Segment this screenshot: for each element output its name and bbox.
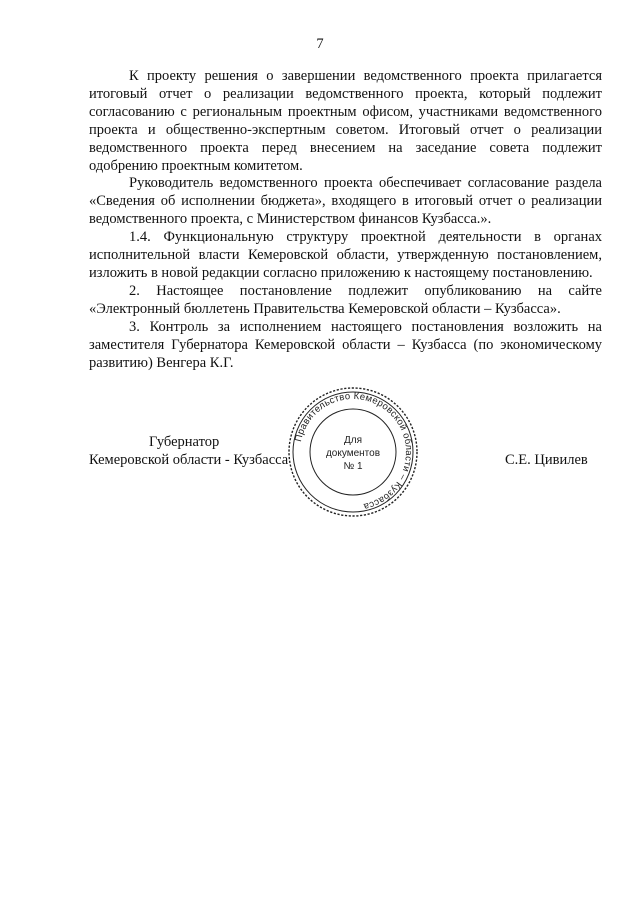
paragraph-final-report: К проекту решения о завершении ведомственного проекта прилагается итоговый отчет о реализации ведомственного проекта, который подлежит согласованию с региональным проектным офисом, участниками ведомственного проекта и общественно-экспертным советом. Итоговый отчет о реализации ведомственного проекта перед внесением на заседание совета подлежит одобрению проектным комитетом. (89, 68, 602, 174)
paragraph-budget-section: Руководитель ведомственного проекта обеспечивает согласование раздела «Сведения об исполнении бюджета», входящего в итоговый отчет о реализации ведомственного проекта, с Министерством финансов Кузбасса.». (89, 175, 602, 228)
stamp-ring-text: Правительство Кемеровской области – Кузбасса (293, 390, 415, 512)
signatory-region: Кемеровской области - Кузбасса (89, 452, 289, 468)
paragraph-publication: 2. Настоящее постановление подлежит опубликованию на сайте «Электронный бюллетень Правительства Кемеровской области – Кузбасса». (89, 282, 602, 317)
signatory-name: С.Е. Цивилев (505, 452, 588, 468)
stamp-line-3: № 1 (343, 461, 363, 472)
stamp-line-2: документов (325, 448, 381, 459)
document-body (89, 68, 602, 372)
signatory-title: Губернатор (149, 434, 220, 450)
page-number: 7 (316, 36, 324, 52)
paragraph-control: 3. Контроль за исполнением настоящего постановления возложить на заместителя Губернатора Кемеровской области – Кузбасса (по экономическому развитию) Венгера К.Г. (89, 318, 602, 371)
stamp-line-1: Для (343, 435, 363, 446)
paragraph-functional-structure: 1.4. Функциональную структуру проектной деятельности в органах исполнительной власти Кемеровской области, утвержденную постановлением, изложить в новой редакции согласно приложению к настоящему постановлению. (89, 229, 602, 281)
official-stamp (286, 385, 420, 519)
